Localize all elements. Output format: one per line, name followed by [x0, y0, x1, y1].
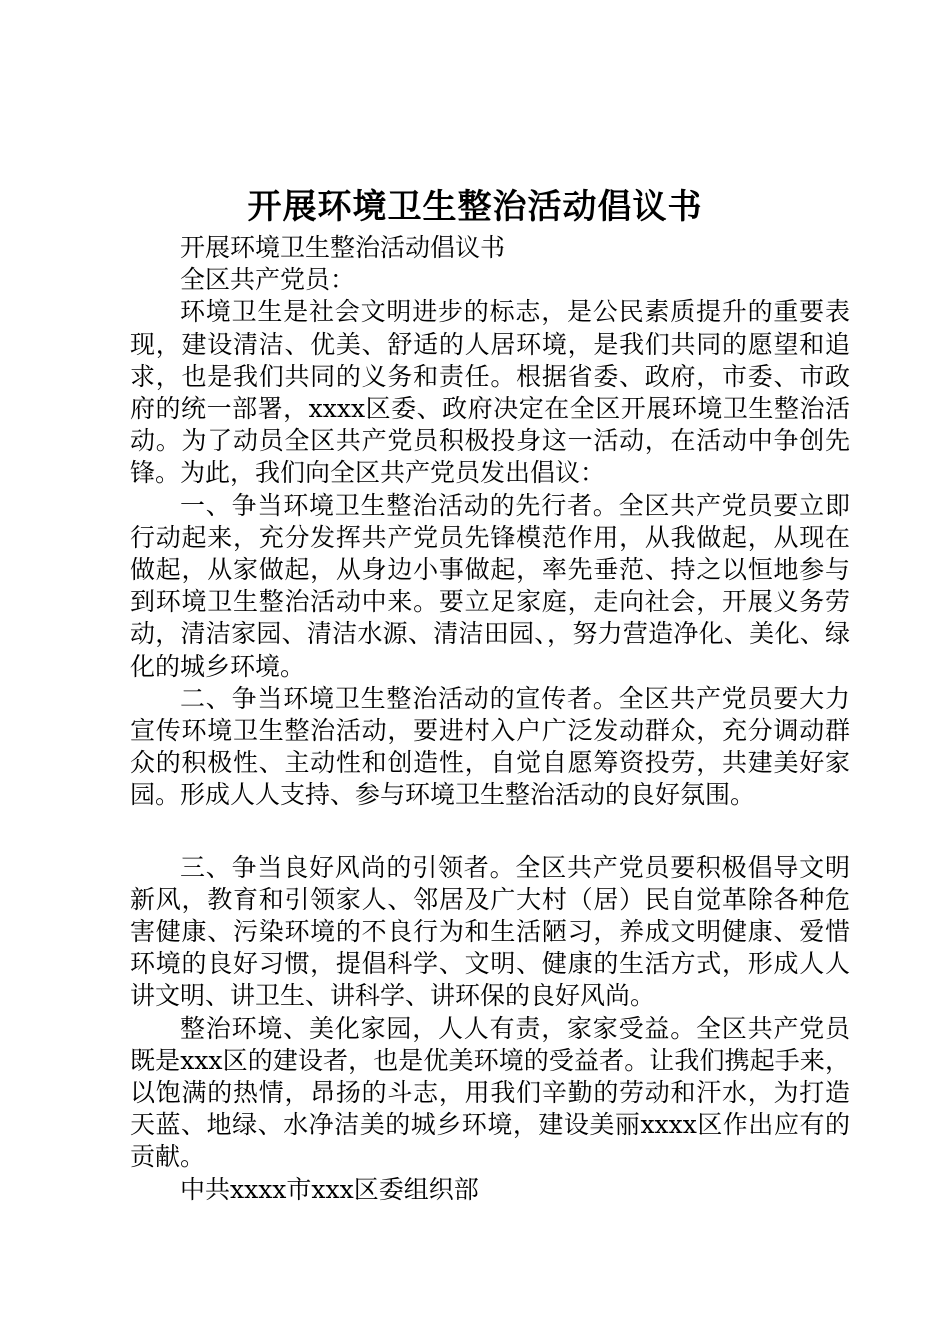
- paragraph-point-three: 三、争当良好风尚的引领者。全区共产党员要积极倡导文明新风，教育和引领家人、邻居及广大村（居）民自觉革除各种危害健康、污染环境的不良行为和生活陋习，养成文明健康、爱惜环境的良好习惯，提倡科学、文明、健康的生活方式，形成人人讲文明、讲卫生、讲科学、讲环保的良好风尚。: [130, 852, 850, 1011]
- paragraph-salutation: 全区共产党员：: [180, 265, 356, 295]
- paragraph-intro: 环境卫生是社会文明进步的标志，是公民素质提升的重要表现，建设清洁、优美、舒适的人居环境，是我们共同的愿望和追求，也是我们共同的义务和责任。根据省委、政府，市委、市政府的统一部署，xxxx区委、政府决定在全区开展环境卫生整治活动。为了动员全区共产党员积极投身这一活动，在活动中争创先锋。为此，我们向全区共产党员发出倡议：: [130, 297, 850, 488]
- paragraph-point-one: 一、争当环境卫生整治活动的先行者。全区共产党员要立即行动起来，充分发挥共产党员先锋模范作用，从我做起，从现在做起，从家做起，从身边小事做起，率先垂范、持之以恒地参与到环境卫生整治活动中来。要立足家庭，走向社会，开展义务劳动，清洁家园、清洁水源、清洁田园、，努力营造净化、美化、绿化的城乡环境。: [130, 490, 850, 681]
- document-body: [130, 232, 850, 1206]
- paragraph-conclusion: 整治环境、美化家园，人人有责，家家受益。全区共产党员既是xxx区的建设者，也是优美环境的受益者。让我们携起手来，以饱满的热情，昂扬的斗志，用我们辛勤的劳动和汗水，为打造天蓝、地绿、水净洁美的城乡环境，建设美丽xxxx区作出应有的贡献。: [130, 1013, 850, 1172]
- paragraph-subtitle: 开展环境卫生整治活动倡议书: [180, 233, 506, 262]
- paragraph-point-two: 二、争当环境卫生整治活动的宣传者。全区共产党员要大力宣传环境卫生整治活动，要进村入户广泛发动群众，充分调动群众的积极性、主动性和创造性，自觉自愿筹资投劳，共建美好家园。形成人人支持、参与环境卫生整治活动的良好氛围。: [130, 683, 850, 810]
- paragraph-signature: 中共xxxx市xxx区委组织部: [180, 1174, 479, 1204]
- document-title: 开展环境卫生整治活动倡议书: [247, 187, 703, 227]
